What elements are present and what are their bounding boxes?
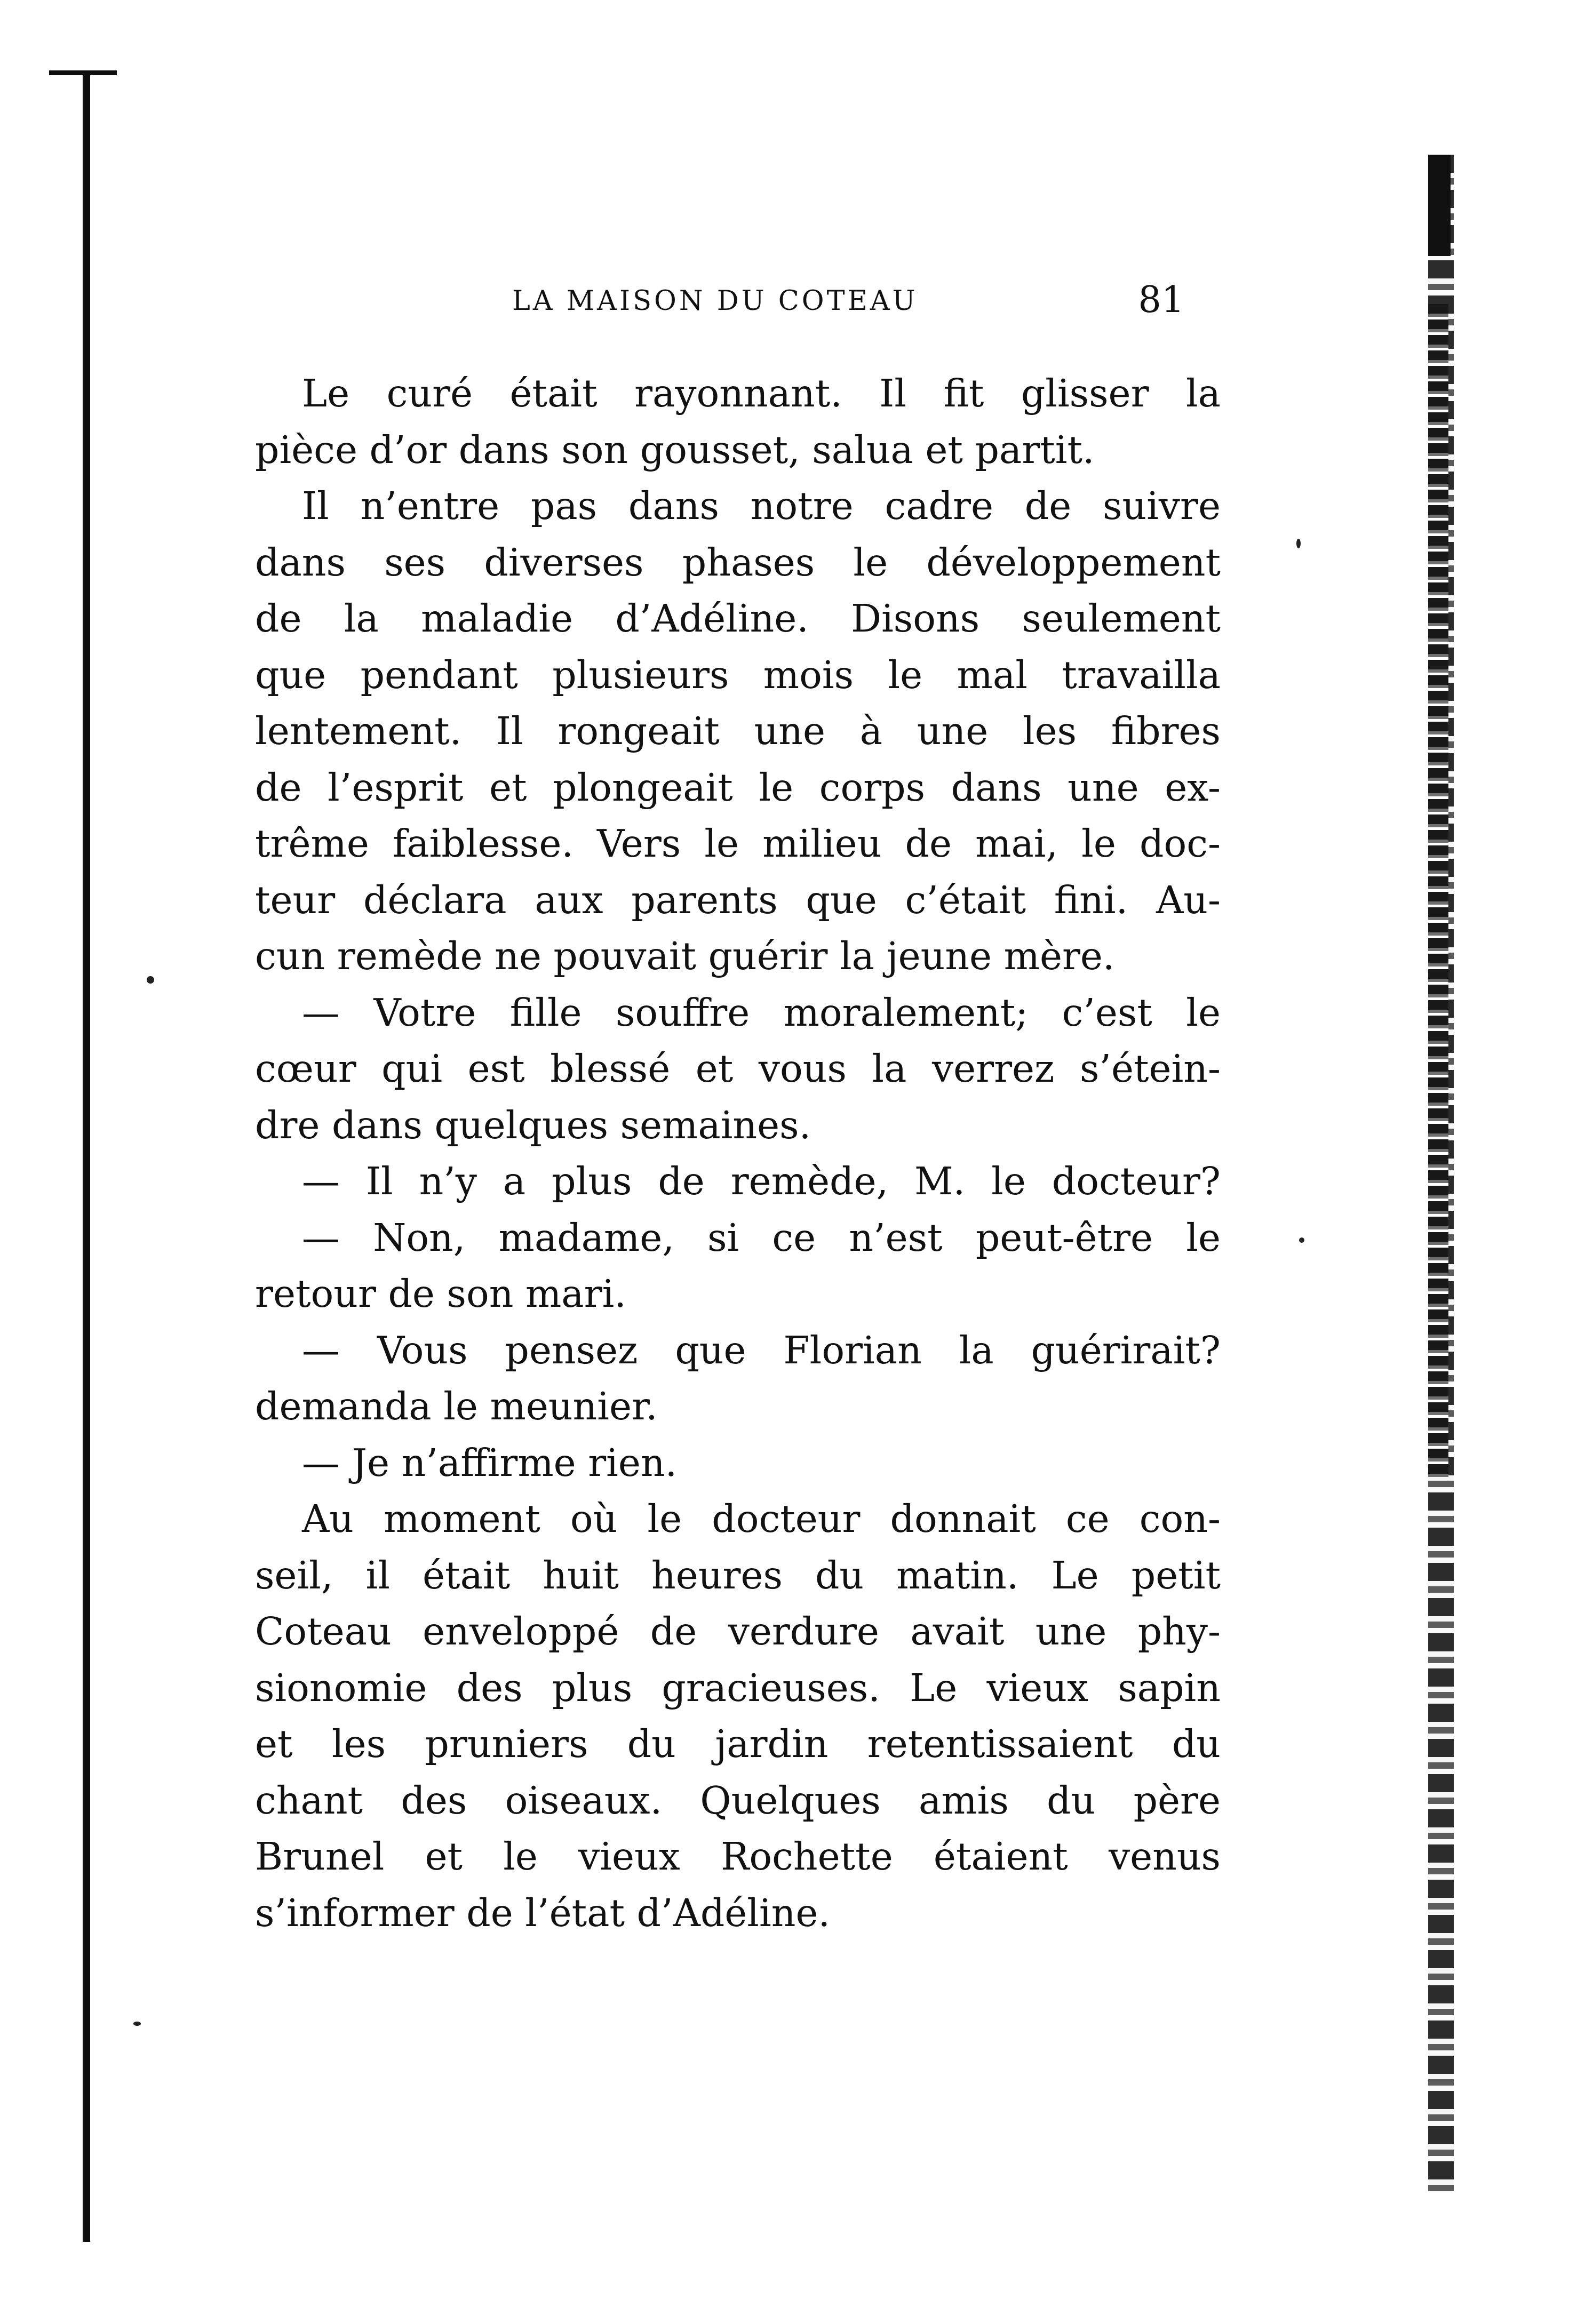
text-line: lentement. Il rongeait une à une les fibres xyxy=(255,709,1221,753)
text-line: dans ses diverses phases le développement xyxy=(255,540,1221,585)
right-page-edge-texture xyxy=(1428,304,1448,1478)
text-line: Il n’entre pas dans notre cadre de suivre xyxy=(302,484,1221,528)
text-line: — Votre fille souffre moralement; c’est le xyxy=(302,990,1221,1035)
text-line: pièce d’or dans son gousset, salua et partit. xyxy=(255,427,1095,472)
text-line: Le curé était rayonnant. Il fit glisser la xyxy=(302,371,1221,416)
left-binding-edge xyxy=(83,74,90,2242)
text-line: seil, il était huit heures du matin. Le petit xyxy=(255,1553,1221,1598)
scan-speck xyxy=(133,2022,141,2026)
text-line: teur déclara aux parents que c’était fini. Au- xyxy=(255,877,1221,922)
scan-speck xyxy=(147,976,154,984)
text-line: Brunel et le vieux Rochette étaient venus xyxy=(255,1834,1221,1879)
body-text xyxy=(255,365,1221,1941)
right-page-edge-dark-block xyxy=(1428,155,1451,256)
text-line: — Il n’y a plus de remède, M. le docteur? xyxy=(302,1159,1221,1203)
text-line: que pendant plusieurs mois le mal travailla xyxy=(255,652,1221,697)
scan-speck xyxy=(1296,539,1301,548)
text-line: Coteau enveloppé de verdure avait une phy- xyxy=(255,1609,1221,1654)
text-line: sionomie des plus gracieuses. Le vieux sapin xyxy=(255,1665,1221,1710)
text-line: dre dans quelques semaines. xyxy=(255,1103,811,1147)
text-line: cun remède ne pouvait guérir la jeune mère. xyxy=(255,934,1115,978)
text-line: cœur qui est blessé et vous la verrez s’étein- xyxy=(255,1047,1221,1091)
text-line: demanda le meunier. xyxy=(255,1384,658,1428)
text-line: de la maladie d’Adéline. Disons seulement xyxy=(255,596,1221,641)
scan-speck xyxy=(1299,1237,1304,1243)
text-line: et les pruniers du jardin retentissaient du xyxy=(255,1722,1221,1766)
text-line: Au moment où le docteur donnait ce con- xyxy=(302,1497,1221,1541)
text-line: — Non, madame, si ce n’est peut-être le xyxy=(302,1215,1221,1260)
text-line: — Vous pensez que Florian la guérirait? xyxy=(302,1328,1221,1372)
text-line: retour de son mari. xyxy=(255,1272,626,1316)
text-line: trême faiblesse. Vers le milieu de mai, le doc- xyxy=(255,821,1221,866)
text-line: — Je n’affirme rien. xyxy=(302,1440,678,1485)
running-title: LA MAISON DU COTEAU xyxy=(512,285,918,317)
text-line: de l’esprit et plongeait le corps dans une ex- xyxy=(255,765,1221,810)
running-header xyxy=(512,279,1227,323)
text-line: s’informer de l’état d’Adéline. xyxy=(255,1890,831,1935)
page-number: 81 xyxy=(1138,279,1184,321)
text-line: chant des oiseaux. Quelques amis du père xyxy=(255,1778,1221,1823)
